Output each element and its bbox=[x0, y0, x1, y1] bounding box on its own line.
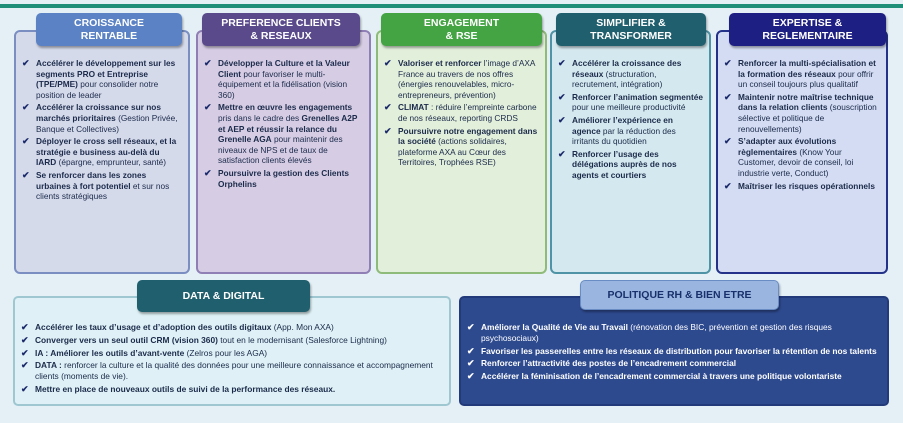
item-text: (rénovation des BIC, prévention et gestion des risques psychosociaux) bbox=[481, 322, 832, 343]
list-item bbox=[558, 58, 703, 90]
item-bold-text: Accélérer la féminisation de l’encadrement commercial à travers une politique volontariste bbox=[481, 371, 842, 382]
item-bold-text: Accélérer les taux d’usage et d’adoption des outils digitaux bbox=[35, 322, 272, 332]
rh-header: POLITIQUE RH & BIEN ETRE bbox=[580, 280, 779, 310]
item-bold-text: Renforcer l’attractivité des postes de l’encadrement commercial bbox=[481, 358, 737, 369]
item-text: renforcer la culture et la qualité des données pour une meilleure connaissance et accompagnement clients (moments de vie). bbox=[35, 360, 433, 382]
check-mark-icon: ✔ bbox=[22, 169, 30, 180]
item-bold-text: Poursuivre la gestion des Clients Orphelins bbox=[218, 167, 349, 189]
item-text: (structuration, recrutement, intégration) bbox=[572, 68, 663, 90]
item-bold-text: Déployer le cross sell réseaux, et la stratégie e business au-delà du IARD bbox=[36, 136, 177, 168]
list-item bbox=[204, 168, 363, 189]
item-text: (App. Mon AXA) bbox=[271, 322, 334, 332]
list-item bbox=[204, 58, 363, 100]
list-item bbox=[384, 58, 539, 100]
column-header-1: CROISSANCE RENTABLE bbox=[36, 13, 182, 46]
item-bold-text: Accélérer le développement sur les segments PRO et Entreprise (TPE/PME) bbox=[36, 58, 176, 90]
list-item bbox=[558, 92, 703, 113]
column-list bbox=[384, 58, 539, 168]
item-text: (épargne, emprunteur, santé) bbox=[56, 157, 167, 168]
item-text: : réduire l’empreinte carbone de nos réseaux, reporting CRDS bbox=[398, 102, 537, 123]
item-bold-text: DATA : bbox=[35, 360, 62, 371]
check-mark-icon: ✔ bbox=[204, 102, 212, 113]
item-bold-text: Converger vers un seul outil CRM (vision 360) bbox=[35, 334, 218, 345]
item-text: pour consolider notre position de leader bbox=[36, 79, 159, 100]
check-mark-icon: ✔ bbox=[467, 345, 475, 356]
check-mark-icon: ✔ bbox=[467, 371, 475, 382]
check-mark-icon: ✔ bbox=[467, 322, 475, 332]
check-mark-icon: ✔ bbox=[724, 58, 732, 68]
item-bold-text: Maintenir notre maîtrise technique dans la relation clients bbox=[738, 91, 874, 113]
check-mark-icon: ✔ bbox=[22, 102, 30, 113]
data-digital-header: DATA & DIGITAL bbox=[137, 280, 310, 312]
item-bold-text: S’adapter aux évolutions règlementaires bbox=[738, 136, 837, 157]
item-text: tout en le modernisant (Salesforce Lightning) bbox=[217, 334, 387, 345]
item-bold-text: Mettre en œuvre les engagements bbox=[218, 102, 353, 113]
item-text: pour offrir un conseil toujours plus qualitatif bbox=[738, 68, 874, 90]
column-box-1 bbox=[14, 30, 190, 274]
item-bold-text: Accélérer la croissance sur nos marchés prioritaires bbox=[36, 102, 161, 123]
top-accent-line bbox=[0, 4, 903, 8]
item-bold-text: Développer la Culture et la Valeur Client bbox=[218, 58, 350, 79]
item-text: (actions solidaires, plateforme AXA au Cœur des Territoires, Trophées RSE) bbox=[398, 136, 507, 168]
item-text: par la réduction des irritants du quotidien bbox=[572, 125, 676, 147]
check-mark-icon: ✔ bbox=[467, 358, 475, 369]
list-item bbox=[467, 346, 881, 357]
check-mark-icon: ✔ bbox=[204, 167, 212, 178]
list-item bbox=[21, 348, 443, 359]
list-item bbox=[22, 170, 182, 202]
column-header-3: ENGAGEMENT & RSE bbox=[381, 13, 542, 46]
item-bold-text: Améliorer la Qualité de Vie au Travail bbox=[481, 322, 628, 332]
list-item bbox=[724, 92, 880, 134]
check-mark-icon: ✔ bbox=[724, 136, 732, 147]
item-text: pour maintenir des niveaux de NPS et de taux de satisfaction clients élevés bbox=[218, 134, 343, 166]
check-mark-icon: ✔ bbox=[724, 91, 732, 102]
item-bold-text: Mettre en place de nouveaux outils de suivi de la performance des réseaux. bbox=[35, 383, 336, 394]
item-text: (Know Your Customer, devoir de conseil, loi industrie verte, Conduct) bbox=[738, 146, 854, 178]
check-mark-icon: ✔ bbox=[384, 125, 392, 136]
list-item bbox=[467, 322, 881, 344]
column-header-4: SIMPLIFIER & TRANSFORMER bbox=[556, 13, 706, 46]
column-box-2 bbox=[196, 30, 371, 274]
item-bold-text: CLIMAT bbox=[398, 102, 429, 113]
column-list bbox=[724, 58, 880, 191]
list-item bbox=[467, 371, 881, 382]
column-box-4 bbox=[550, 30, 711, 274]
item-bold-text: Améliorer l’expérience en agence bbox=[572, 114, 673, 136]
list-item bbox=[204, 102, 363, 166]
list-item bbox=[724, 136, 880, 178]
check-mark-icon: ✔ bbox=[21, 360, 29, 371]
item-bold-text: Renforcer l’animation segmentée bbox=[572, 91, 703, 102]
list-item bbox=[467, 358, 881, 369]
check-mark-icon: ✔ bbox=[558, 91, 566, 102]
item-text: (souscription sélective et politique de renouvellements) bbox=[738, 102, 877, 134]
column-list bbox=[558, 58, 703, 181]
item-bold-text: Maîtriser les risques opérationnels bbox=[738, 180, 875, 191]
list-item bbox=[22, 102, 182, 134]
list-item bbox=[21, 322, 443, 333]
column-list bbox=[204, 58, 363, 189]
check-mark-icon: ✔ bbox=[558, 114, 566, 125]
check-mark-icon: ✔ bbox=[21, 383, 29, 394]
item-bold-text: Renforcer l’usage des délégations auprès de nos agents et courtiers bbox=[572, 148, 677, 180]
item-text: et sur nos clients stratégiques bbox=[36, 180, 170, 202]
column-box-5 bbox=[716, 30, 888, 274]
check-mark-icon: ✔ bbox=[21, 334, 29, 345]
item-text: l’image d’AXA France au travers de nos offres (énergies renouvelables, micro-entrepreneurs, prévention) bbox=[398, 58, 535, 100]
item-bold-text: IA : Améliorer les outils d’avant-vente bbox=[35, 347, 185, 358]
check-mark-icon: ✔ bbox=[724, 180, 732, 191]
check-mark-icon: ✔ bbox=[558, 58, 566, 68]
item-text: pris dans le cadre des bbox=[218, 112, 302, 123]
check-mark-icon: ✔ bbox=[384, 58, 392, 68]
column-list bbox=[22, 58, 182, 202]
check-mark-icon: ✔ bbox=[22, 136, 30, 147]
check-mark-icon: ✔ bbox=[384, 102, 392, 113]
check-mark-icon: ✔ bbox=[22, 58, 30, 68]
item-text: pour une meilleure productivité bbox=[572, 102, 686, 113]
list-item bbox=[384, 126, 539, 168]
item-bold-text: Accélérer la croissance des réseaux bbox=[572, 58, 682, 79]
column-header-5: EXPERTISE & REGLEMENTAIRE bbox=[729, 13, 886, 46]
list-item bbox=[724, 181, 880, 192]
item-bold-text: Favoriser les passerelles entre les réseaux de distribution pour favoriser la rétention de nos talents bbox=[481, 345, 877, 356]
column-header-2: PREFERENCE CLIENTS & RESEAUX bbox=[202, 13, 360, 46]
item-bold-text: Se renforcer dans les zones urbaines à fort potentiel bbox=[36, 169, 147, 191]
list-item bbox=[384, 102, 539, 123]
rh-panel bbox=[459, 296, 889, 406]
list-item bbox=[724, 58, 880, 90]
item-bold-text: Grenelles A2P et AEP et réussir la relance du Grenelle AGA bbox=[218, 112, 358, 145]
list-item bbox=[21, 335, 443, 346]
list-item bbox=[558, 149, 703, 181]
check-mark-icon: ✔ bbox=[21, 347, 29, 358]
item-text: (Gestion Privée, Banque et Collectives) bbox=[36, 112, 178, 134]
column-box-3 bbox=[376, 30, 547, 274]
check-mark-icon: ✔ bbox=[21, 322, 29, 332]
list-item bbox=[21, 360, 443, 382]
list-item bbox=[22, 58, 182, 100]
data-digital-panel bbox=[13, 296, 451, 406]
list-item bbox=[22, 136, 182, 168]
item-text: pour favoriser le multi-équipement et la fidélisation (vision 360) bbox=[218, 68, 348, 100]
item-bold-text: Renforcer la multi-spécialisation et la formation des réseaux bbox=[738, 58, 876, 79]
check-mark-icon: ✔ bbox=[204, 58, 212, 68]
item-bold-text: Poursuivre notre engagement dans la société bbox=[398, 125, 538, 147]
item-text: (Zelros pour les AGA) bbox=[184, 347, 268, 358]
list-item bbox=[21, 384, 443, 395]
list-item bbox=[558, 115, 703, 147]
check-mark-icon: ✔ bbox=[558, 148, 566, 159]
item-bold-text: Valoriser et renforcer bbox=[398, 58, 482, 68]
